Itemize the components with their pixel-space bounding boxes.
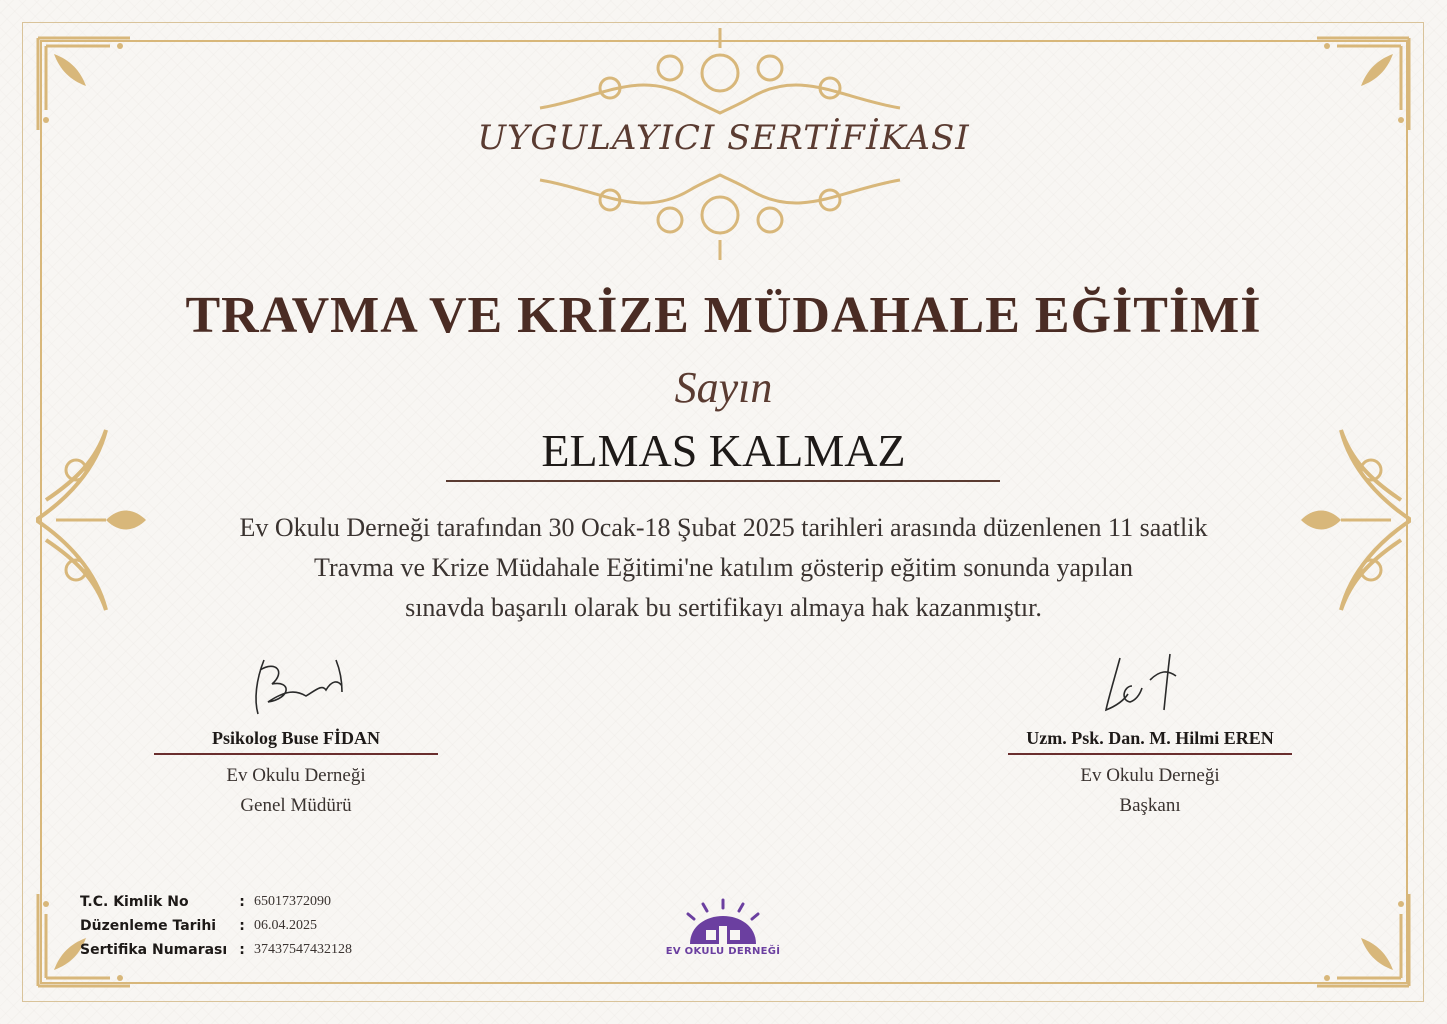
body-line: sınavda başarılı olarak bu sertifikayı almaya hak kazanmıştır. [405, 593, 1042, 622]
signatory-role-right: Başkanı [1119, 795, 1181, 816]
body-line: Travma ve Krize Müdahale Eğitimi'ne katılım gösterip eğitim sonunda yapılan [314, 553, 1133, 582]
signature-line-left [154, 753, 438, 755]
info-row-date [80, 914, 352, 938]
info-row-cert-no [80, 938, 352, 962]
corner-ornament-icon [1307, 884, 1417, 994]
signatory-role-left: Genel Müdürü [240, 795, 352, 816]
signature-left-icon [146, 650, 446, 720]
signature-block-right [1000, 650, 1300, 821]
signatory-name-left: Psikolog Buse FİDAN [211, 728, 381, 748]
signature-block-left [146, 650, 446, 821]
signatory-org-left: Ev Okulu Derneği [226, 765, 366, 786]
cert-no-label: Sertifika Numarası [80, 942, 228, 958]
tc-value: 65017372090 [254, 894, 331, 909]
signatory-org-right: Ev Okulu Derneği [1080, 765, 1220, 786]
flourish-bottom-icon [520, 170, 920, 260]
certificate-info [80, 890, 352, 962]
recipient-name: ELMAS KALMAZ [541, 425, 906, 476]
name-underline [446, 480, 1000, 482]
signatory-name-right: Uzm. Psk. Dan. M. Hilmi EREN [1026, 728, 1274, 748]
body-line: Ev Okulu Derneği tarafından 30 Ocak-18 Şubat 2025 tarihleri arasında düzenlenen 11 saatlik [239, 513, 1208, 542]
certificate-body [150, 508, 1297, 628]
logo-text: EV OKULU DERNEĞİ [665, 946, 781, 957]
colon: : [239, 942, 245, 958]
certificate-type-title: UYGULAYICI SERTİFİKASI [477, 118, 970, 158]
flourish-top-icon [520, 28, 920, 118]
signature-line-right [1008, 753, 1292, 755]
info-row-tc [80, 890, 352, 914]
date-label: Düzenleme Tarihi [80, 918, 217, 934]
cert-no-value: 37437547432128 [254, 942, 352, 957]
signature-right-icon [1000, 650, 1300, 720]
colon: : [239, 918, 245, 934]
date-value: 06.04.2025 [254, 918, 317, 933]
salutation: Sayın [674, 363, 773, 412]
colon: : [239, 894, 245, 910]
tc-label: T.C. Kimlik No [80, 894, 189, 910]
course-title: TRAVMA VE KRİZE MÜDAHALE EĞİTİMİ [185, 287, 1262, 344]
